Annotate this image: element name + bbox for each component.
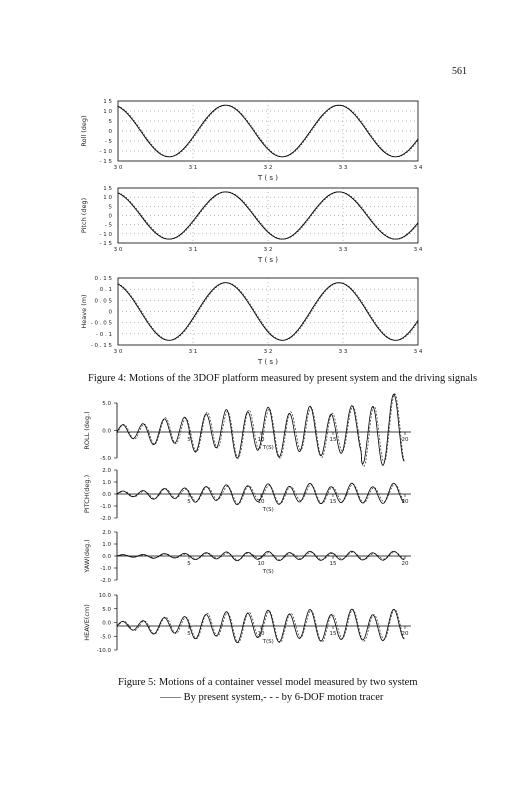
fig4-panel-2-xtick: 3 3: [338, 247, 348, 253]
fig4-panel-1-ytick: - 5: [104, 139, 112, 145]
figure-5-legend: —— By present system,- - - by 6-DOF motion tracer: [160, 692, 384, 703]
fig4-panel-2-xtick: 3 4: [413, 247, 423, 253]
fig5-panel-4-ytick: -5.0: [100, 634, 111, 641]
fig4-panel-3-ytick: 0: [108, 309, 112, 316]
fig4-panel-1-xtick: 3 3: [338, 165, 348, 171]
fig5-panel-4-ylabel: HEAVE(cm): [83, 604, 91, 641]
fig4-panel-3-ytick: - 0 . 1 5: [90, 343, 112, 349]
fig4-panel-3-ytick: - 0 . 1: [96, 331, 112, 338]
fig5-panel-1-xlabel: T(S): [262, 445, 274, 451]
fig4-panel-2-xtick: 3 1: [188, 247, 198, 253]
fig5-panel-1-ytick: -5.0: [100, 456, 111, 462]
fig4-panel-1-xlabel: T ( s ): [257, 174, 279, 182]
fig4-panel-1-ytick: - 1 0: [99, 149, 112, 155]
fig5-panel-2-xtick: 5: [187, 499, 191, 505]
fig4-panel-3-ytick: 0 . 0 5: [94, 298, 112, 305]
fig4-panel-3-ylabel: Heave (m): [80, 294, 88, 329]
fig4-panel-3-ytick: - 0 . 0 5: [90, 320, 112, 327]
fig4-panel-3-xtick: 3 2: [263, 349, 273, 355]
fig5-panel-3-ylabel: YAW(deg.): [83, 539, 91, 573]
fig5-panel-1-ylabel: ROLL (deg.): [83, 411, 91, 450]
fig5-panel-2-xtick: 10: [257, 499, 265, 505]
fig4-panel-2-xtick: 3 0: [113, 247, 123, 253]
fig4-panel-1-ytick: 0: [108, 129, 112, 135]
fig5-panel-4-ytick: -10.0: [96, 648, 111, 654]
fig4-panel-2-ytick: 5: [108, 204, 112, 211]
fig5-panel-4-xlabel: T(S): [262, 639, 274, 645]
fig5-panel-4-xtick: 10: [257, 631, 265, 637]
fig5-panel-3-xtick: 5: [187, 561, 191, 567]
fig4-panel-3-xtick: 3 4: [413, 349, 423, 355]
fig4-panel-2-xtick: 3 2: [263, 247, 273, 253]
fig5-panel-1-xtick: 5: [187, 437, 191, 443]
fig5-panel-2-ylabel: PITCH(deg.): [83, 474, 91, 514]
fig5-panel-1-ytick: 0.0: [102, 428, 111, 435]
fig4-panel-2-ytick: - 5: [104, 222, 112, 229]
figure-4-caption: Figure 4: Motions of the 3DOF platform measured by present system and the driving signals: [88, 373, 478, 384]
fig4-panel-1-xtick: 3 0: [113, 165, 123, 171]
fig4-panel-3-ytick: 0 . 1: [99, 287, 112, 294]
fig4-panel-2-ytick: 1 5: [103, 186, 112, 192]
fig5-panel-3-ytick: -1.0: [100, 566, 111, 572]
fig4-panel-2-ytick: - 1 0: [99, 231, 112, 238]
fig5-panel-2-ytick: 0.0: [102, 492, 111, 498]
page-number: 561: [452, 66, 467, 77]
fig4-panel-1-ytick: 5: [108, 119, 112, 125]
fig4-panel-2-xlabel: T ( s ): [257, 256, 279, 264]
fig5-panel-3-ytick: 1.0: [102, 542, 111, 548]
fig4-panel-3-xtick: 3 1: [188, 349, 198, 355]
fig5-panel-3-ytick: 2.0: [102, 530, 111, 536]
fig5-panel-2-ytick: -1.0: [100, 504, 111, 510]
fig4-panel-3-ytick: 0 . 1 5: [94, 276, 112, 282]
fig5-panel-3-ytick: 0.0: [102, 554, 111, 560]
fig5-panel-3-ytick: -2.0: [100, 578, 111, 584]
fig5-panel-4-xtick: 5: [187, 631, 191, 637]
fig4-panel-1-ytick: 1 0: [103, 109, 112, 115]
fig5-panel-2-ytick: -2.0: [100, 516, 111, 522]
fig5-panel-3-xtick: 10: [257, 561, 265, 567]
fig5-panel-2-xlabel: T(S): [262, 507, 274, 513]
fig5-panel-3-xtick: 15: [329, 561, 337, 567]
fig5-panel-1-ytick: 5.0: [102, 401, 111, 407]
fig5-panel-2-ytick: 2.0: [102, 468, 111, 474]
figure-5-caption: Figure 5: Motions of a container vessel model measured by two system: [118, 677, 418, 688]
fig4-panel-1-ytick: 1 5: [103, 99, 112, 105]
fig4-panel-1-xtick: 3 4: [413, 165, 423, 171]
fig5-panel-3-xlabel: T(S): [262, 569, 274, 575]
fig4-panel-3-xtick: 3 3: [338, 349, 348, 355]
fig4-panel-2-ytick: 0: [108, 213, 112, 220]
fig4-panel-3-xtick: 3 0: [113, 349, 123, 355]
fig5-panel-4-xtick: 15: [329, 631, 337, 637]
fig5-panel-1-xtick: 15: [329, 437, 337, 443]
fig4-panel-1-xtick: 3 2: [263, 165, 273, 171]
fig4-panel-1-ylabel: Roll (deg): [80, 115, 88, 147]
fig5-panel-2-xtick: 20: [401, 499, 409, 505]
fig5-panel-1-xtick: 20: [401, 437, 409, 443]
fig4-panel-3-xlabel: T ( s ): [257, 358, 279, 366]
fig4-panel-2-ylabel: Pitch (deg): [80, 197, 88, 234]
fig5-panel-2-ytick: 1.0: [102, 480, 111, 486]
fig5-panel-1-xtick: 10: [257, 437, 265, 443]
fig5-panel-2-xtick: 15: [329, 499, 337, 505]
fig5-panel-4-ytick: 5.0: [102, 606, 111, 613]
fig5-panel-4-xtick: 20: [401, 631, 409, 637]
fig4-panel-2-ytick: 1 0: [103, 195, 112, 202]
fig4-panel-2-ytick: - 1 5: [99, 241, 112, 247]
fig5-panel-4-ytick: 10.0: [98, 593, 111, 599]
fig4-panel-1-xtick: 3 1: [188, 165, 198, 171]
fig5-panel-3-xtick: 20: [401, 561, 409, 567]
fig4-panel-1-ytick: - 1 5: [99, 159, 112, 165]
fig5-panel-4-ytick: 0.0: [102, 620, 111, 627]
